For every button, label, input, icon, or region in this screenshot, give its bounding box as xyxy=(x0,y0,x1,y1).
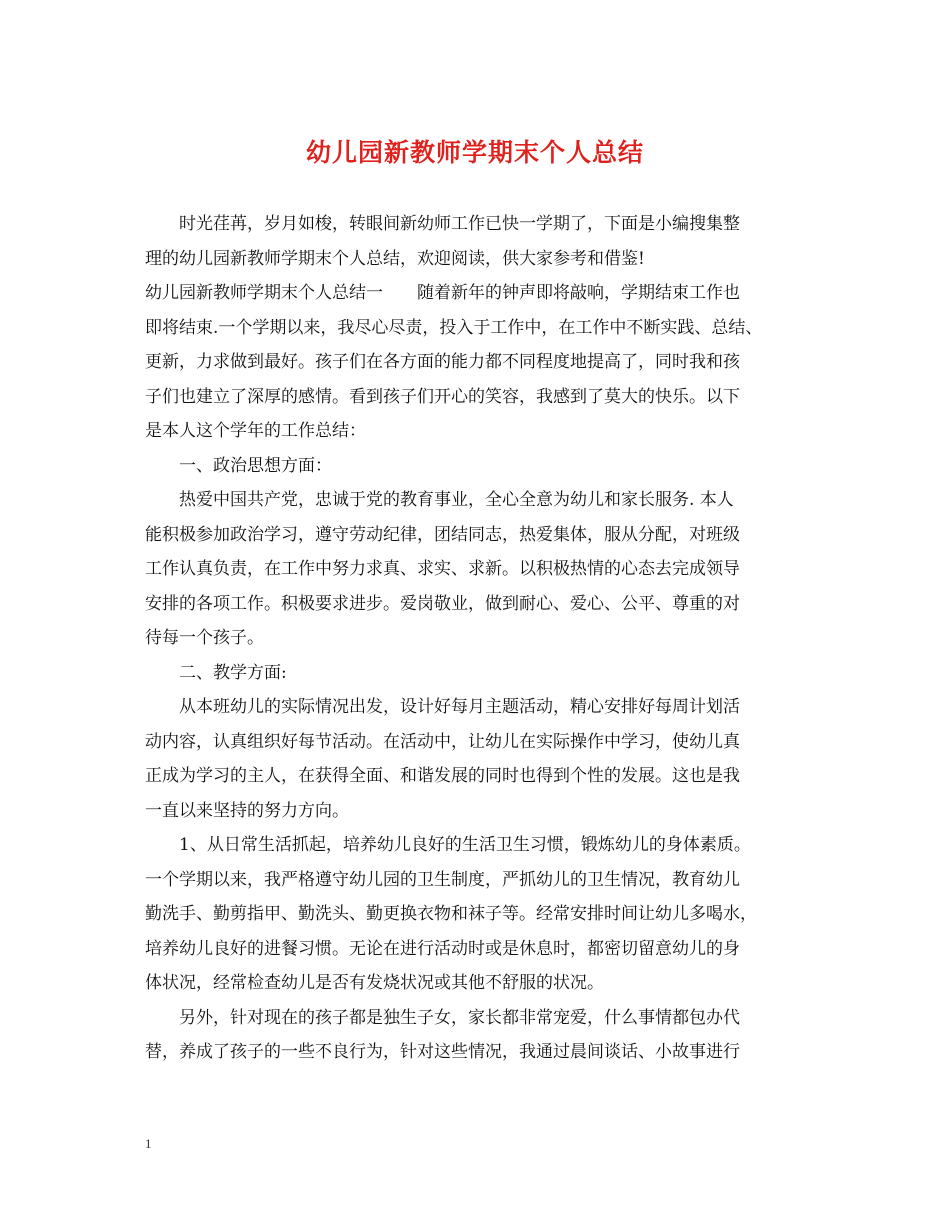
paragraph-line: 理的幼儿园新教师学期末个人总结，欢迎阅读，供大家参考和借鉴! xyxy=(145,248,645,269)
paragraph-line: 工作认真负责，在工作中努力求真、求实、求新。以积极热情的心态去完成领导 xyxy=(145,559,740,579)
section-heading: 一、政治思想方面： xyxy=(179,455,332,476)
paragraph-line: 动内容，认真组织好每节活动。在活动中，让幼儿在实际操作中学习，使幼儿真 xyxy=(145,731,740,752)
paragraph-line: 安排的各项工作。积极要求进步。爱岗敬业，做到耐心、爱心、公平、尊重的对 xyxy=(145,593,740,614)
section-heading: 二、教学方面: xyxy=(179,662,287,683)
paragraph-line: 另外，针对现在的孩子都是独生子女，家长都非常宠爱，什么事情都包办代 xyxy=(179,1007,740,1028)
paragraph-line: 一直以来坚持的努力方向。 xyxy=(145,800,349,821)
paragraph-line: 是本人这个学年的工作总结： xyxy=(145,421,366,441)
paragraph-line: 1、从日常生活抓起，培养幼儿良好的生活卫生习惯，锻炼幼儿的身体素质。 xyxy=(179,835,751,855)
paragraph-line: 体状况，经常检查幼儿是否有发烧状况或其他不舒服的状况。 xyxy=(145,973,604,993)
paragraph-line-text: 随着新年的钟声即将敲响，学期结束工作也 xyxy=(417,283,740,303)
page-number: 1 xyxy=(145,1136,152,1151)
paragraph-line xyxy=(145,276,825,311)
paragraph-line: 待每一个孩子。 xyxy=(145,628,264,648)
paragraph-line: 替，养成了孩子的一些不良行为，针对这些情况，我通过晨间谈话、小故事进行 xyxy=(145,1042,740,1062)
paragraph-line: 一个学期以来，我严格遵守幼儿园的卫生制度，严抓幼儿的卫生情况，教育幼儿 xyxy=(145,869,740,890)
section-label: 幼儿园新教师学期末个人总结一 xyxy=(145,283,383,303)
paragraph-line: 更新，力求做到最好。孩子们在各方面的能力都不同程度地提高了，同时我和孩 xyxy=(145,352,740,372)
paragraph-line: 热爱中国共产党，忠诚于党的教育事业，全心全意为幼儿和家长服务. 本人 xyxy=(179,490,734,510)
paragraph-line: 即将结束.一个学期以来，我尽心尽责，投入于工作中，在工作中不断实践、总结、 xyxy=(145,317,763,338)
paragraph-line: 子们也建立了深厚的感情。看到孩子们开心的笑容，我感到了莫大的快乐。以下 xyxy=(145,386,740,407)
paragraph-line: 能积极参加政治学习，遵守劳动纪律，团结同志，热爱集体，服从分配，对班级 xyxy=(145,524,740,545)
paragraph-line: 从本班幼儿的实际情况出发，设计好每月主题活动，精心安排好每周计划活 xyxy=(179,697,740,717)
paragraph-line: 培养幼儿良好的进餐习惯。无论在进行活动时或是休息时，都密切留意幼儿的身 xyxy=(145,938,740,959)
document-title: 幼儿园新教师学期末个人总结 xyxy=(305,138,644,167)
paragraph-line: 时光荏苒，岁月如梭，转眼间新幼师工作已快一学期了，下面是小编搜集整 xyxy=(179,214,740,234)
paragraph-line: 正成为学习的主人，在获得全面、和谐发展的同时也得到个性的发展。这也是我 xyxy=(145,766,740,786)
paragraph-line: 勤洗手、勤剪指甲、勤洗头、勤更换衣物和袜子等。经常安排时间让幼儿多喝水， xyxy=(145,904,757,924)
document-body xyxy=(145,207,825,1070)
